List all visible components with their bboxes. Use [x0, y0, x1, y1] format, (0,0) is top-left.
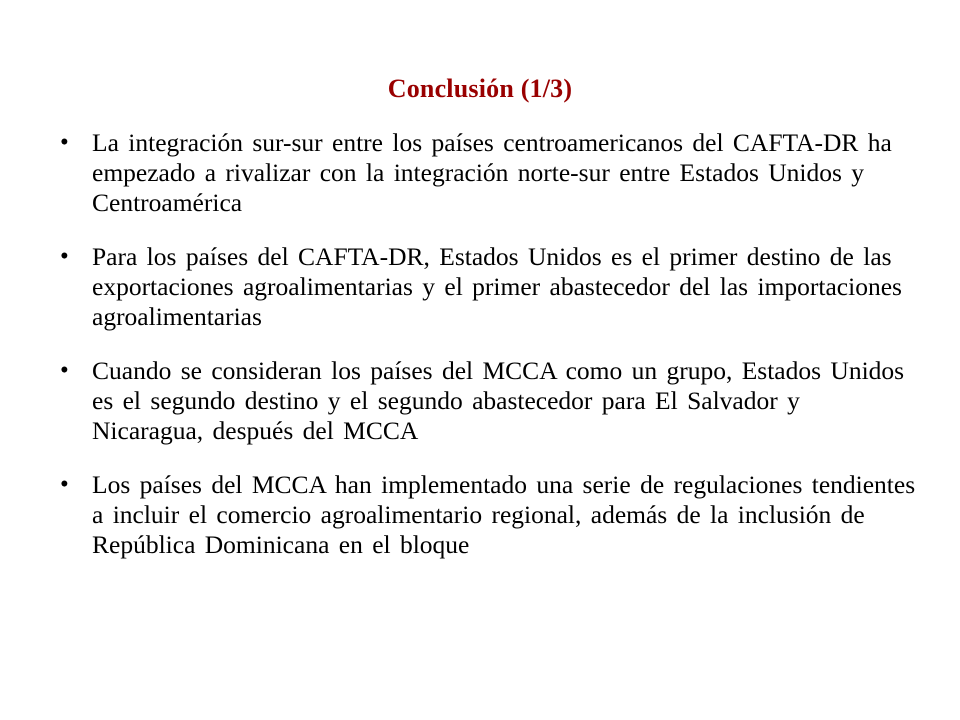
bullet-text: La integración sur-sur entre los países centroamericanos del CAFTA-DR ha empezado a rivalizar con la integración norte-sur entre Estados Unidos y Centroamérica [92, 128, 892, 217]
bullet-text: Para los países del CAFTA-DR, Estados Unidos es el primer destino de las exportaciones agroalimentarias y el primer abastecedor del las importaciones agroalimentarias [92, 242, 902, 331]
bullet-item [60, 128, 920, 218]
bullet-item [60, 356, 920, 446]
bullet-icon: • [60, 357, 69, 384]
bullet-list [60, 128, 920, 584]
bullet-icon: • [60, 471, 69, 498]
slide-title: Conclusión (1/3) [387, 74, 573, 103]
bullet-icon: • [60, 243, 69, 270]
bullet-icon: • [60, 129, 69, 156]
bullet-item [60, 242, 920, 332]
bullet-item [60, 470, 920, 560]
bullet-text: Cuando se consideran los países del MCCA como un grupo, Estados Unidos es el segundo destino y el segundo abastecedor para El Salvador y Nicaragua, después del MCCA [92, 356, 905, 445]
bullet-text: Los países del MCCA han implementado una serie de regulaciones tendientes a incluir el comercio agroalimentario regional, además de la inclusión de República Dominicana en el bloque [92, 470, 916, 559]
